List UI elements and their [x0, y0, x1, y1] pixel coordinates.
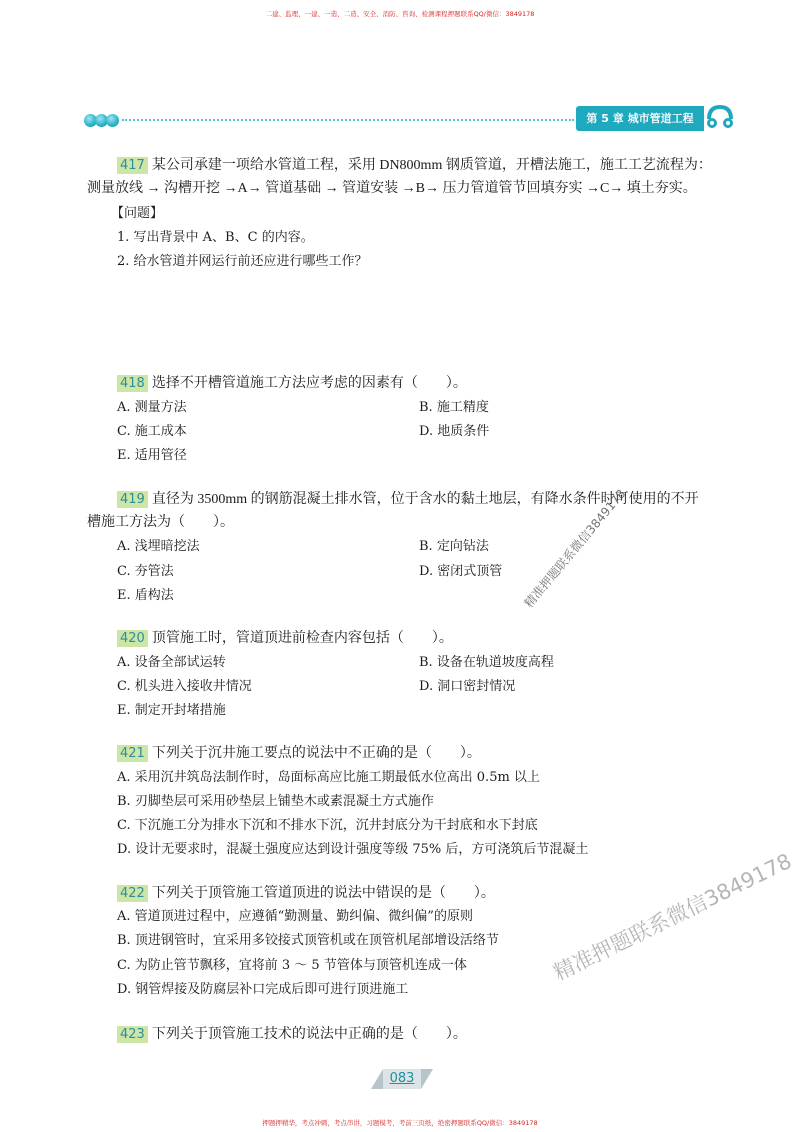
- sub-question-1: 1. 写出背景中 A、B、C 的内容。: [117, 230, 314, 245]
- question-420-stem: 420 顶管施工时，管道顶进前检查内容包括（ ）。: [117, 628, 453, 649]
- option-c[interactable]: C. 下沉施工分为排水下沉和不排水下沉，沉井封底分为干封底和水下封底: [117, 818, 538, 833]
- option-e[interactable]: E. 适用管径: [117, 448, 187, 463]
- diagonal-watermark-small: 精准押题联系微信3849178: [521, 486, 629, 611]
- option-a[interactable]: A. 采用沉井筑岛法制作时，岛面标高应比施工期最低水位高出 0.5m 以上: [117, 770, 540, 785]
- option-b[interactable]: B. 设备在轨道坡度高程: [419, 655, 554, 670]
- bottom-promo-note: 押题押精华，考点冲刺，考点串讲，习题模考，考前三页纸，绝密押题联系QQ/微信：3849178: [262, 1119, 538, 1127]
- question-422-stem: 422 下列关于顶管施工管道顶进的说法中错误的是（ ）。: [117, 883, 495, 904]
- diagonal-watermark-large: 精准押题联系微信3849178: [549, 848, 796, 986]
- option-a[interactable]: A. 浅埋暗挖法: [117, 539, 200, 554]
- option-c[interactable]: C. 夯管法: [117, 564, 174, 579]
- question-number: 423: [117, 1026, 148, 1043]
- pipe-wrench-icon: [703, 103, 737, 133]
- top-promo-note: 二建、监理、一建、一造、二造、安全、消防、咨询、检测课程押题联系QQ/微信：3849178: [265, 10, 535, 18]
- option-d[interactable]: D. 钢管焊接及防腐层补口完成后即可进行顶进施工: [117, 982, 409, 997]
- option-b[interactable]: B. 顶进钢管时，宜采用多铰接式顶管机或在顶管机尾部增设活络节: [117, 933, 499, 948]
- question-number: 420: [117, 630, 148, 647]
- problem-heading: 【问题】: [111, 206, 164, 221]
- option-b[interactable]: B. 刃脚垫层可采用砂垫层上铺垫木或素混凝土方式施作: [117, 794, 434, 809]
- question-number: 417: [117, 157, 148, 174]
- header-bubble-icon: [84, 112, 120, 128]
- option-d[interactable]: D. 设计无要求时，混凝土强度应达到设计强度等级 75% 后，方可浇筑后节混凝土: [117, 842, 589, 857]
- question-417-line-2: 测量放线 → 沟槽开挖 →A→ 管道基础 → 管道安装 →B→ 压力管道管节回填夯实 →C→ 填土夯实。: [87, 181, 697, 196]
- header-divider: [122, 119, 574, 121]
- question-number: 422: [117, 885, 148, 902]
- option-b[interactable]: B. 施工精度: [419, 400, 489, 415]
- option-c[interactable]: C. 施工成本: [117, 424, 187, 439]
- chapter-label: 第 5 章 城市管道工程: [576, 106, 704, 131]
- option-d[interactable]: D. 洞口密封情况: [419, 679, 516, 694]
- question-419-line-2: 槽施工方法为（ ）。: [87, 515, 234, 530]
- question-number: 421: [117, 745, 148, 762]
- page-number: 083: [389, 1071, 415, 1086]
- option-b[interactable]: B. 定向钻法: [419, 539, 489, 554]
- option-e[interactable]: E. 制定开封堵措施: [117, 703, 226, 718]
- option-d[interactable]: D. 密闭式顶管: [419, 564, 503, 579]
- question-417-line-1: 417 某公司承建一项给水管道工程，采用 DN800mm 钢质管道，开槽法施工，施工工艺流程为：: [117, 155, 712, 176]
- option-a[interactable]: A. 设备全部试运转: [117, 655, 226, 670]
- option-a[interactable]: A. 测量方法: [117, 400, 187, 415]
- question-number: 418: [117, 375, 148, 392]
- option-a[interactable]: A. 管道顶进过程中，应遵循“勤测量、勤纠偏、微纠偏”的原则: [117, 909, 473, 924]
- sub-question-2: 2. 给水管道并网运行前还应进行哪些工作？: [117, 254, 368, 269]
- question-421-stem: 421 下列关于沉井施工要点的说法中不正确的是（ ）。: [117, 743, 481, 764]
- question-number: 419: [117, 491, 148, 508]
- option-c[interactable]: C. 机头进入接收井情况: [117, 679, 252, 694]
- option-d[interactable]: D. 地质条件: [419, 424, 490, 439]
- option-e[interactable]: E. 盾构法: [117, 588, 174, 603]
- question-423-stem: 423 下列关于顶管施工技术的说法中正确的是（ ）。: [117, 1024, 467, 1045]
- question-418-stem: 418 选择不开槽管道施工方法应考虑的因素有（ ）。: [117, 373, 467, 394]
- question-419-line-1: 419 直径为 3500mm 的钢筋混凝土排水管，位于含水的黏土地层，有降水条件时可使用的不开: [117, 489, 699, 510]
- option-c[interactable]: C. 为防止管节飘移，宜将前 3 ～ 5 节管体与顶管机连成一体: [117, 958, 467, 973]
